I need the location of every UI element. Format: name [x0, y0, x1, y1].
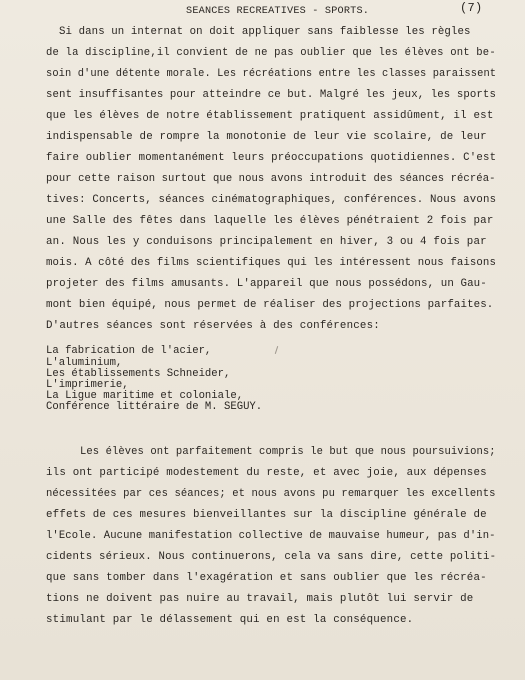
text-line: an. Nous les y conduisons principalement en hiver, 3 ou 4 fois par [46, 236, 487, 248]
text-line: D'autres séances sont réservées à des conférences: [46, 320, 380, 332]
text-line: soin d'une détente morale. Les récréations entre les classes paraissent [46, 68, 497, 80]
text-line: une Salle des fêtes dans laquelle les élèves pénétraient 2 fois par [46, 215, 494, 227]
list-item: La fabrication de l'acier, [46, 345, 212, 357]
text-line: pour cette raison surtout que nous avons introduit des séances récréa- [46, 173, 496, 185]
list-item: Conférence littéraire de M. SEGUY. [46, 401, 263, 413]
text-line: Si dans un internat on doit appliquer sans faiblesse les règles [59, 26, 471, 38]
list-item: L'imprimerie, [46, 379, 129, 391]
text-line: nécessitées par ces séances; et nous avons pu remarquer les excellents [46, 488, 496, 500]
text-line: que les élèves de notre établissement pratiquent assidûment, il est [46, 110, 494, 122]
text-line: mont bien équipé, nous permet de réaliser des projections parfaites. [46, 299, 494, 311]
text-line: projeter des films amusants. L'appareil que nous possédons, un Gau- [46, 278, 487, 290]
text-line: tives: Concerts, séances cinématographiques, conférences. Nous avons [46, 194, 497, 206]
text-line: cidents sérieux. Nous continuerons, cela va sans dire, cette politi- [46, 551, 497, 563]
list-item: La Ligue maritime et coloniale, [46, 390, 244, 402]
text-line: sent insuffisantes pour atteindre ce but. Malgré les jeux, les sports [46, 89, 496, 101]
stray-pen-mark [275, 346, 278, 354]
list-item: L'aluminium, [46, 357, 123, 369]
text-line: indispensable de rompre la monotonie de leur vie scolaire, de leur [46, 131, 487, 143]
text-line: Les élèves ont parfaitement compris le but que nous poursuivions; [80, 446, 496, 458]
text-line: l'Ecole. Aucune manifestation collective de mauvaise humeur, pas d'in- [46, 530, 496, 542]
list-item: Les établissements Schneider, [46, 368, 231, 380]
text-line: faire oublier momentanément leurs préoccupations quotidiennes. C'est [46, 152, 497, 164]
text-line: mois. A côté des films scientifiques qui les intéressent nous faisons [46, 257, 496, 269]
text-line: ils ont participé modestement du reste, et avec joie, aux dépenses [46, 467, 487, 479]
text-line: tions ne doivent pas nuire au travail, mais plutôt lui servir de [46, 593, 474, 605]
text-line: que sans tomber dans l'exagération et sans oublier que les récréa- [46, 572, 487, 584]
page-title: SEANCES RECREATIVES - SPORTS. [186, 6, 370, 17]
text-line: de la discipline,il convient de ne pas oublier que les élèves ont be- [46, 47, 496, 59]
text-line: stimulant par le délassement qui en est la conséquence. [46, 614, 414, 626]
text-line: effets de ces mesures bienveillantes sur la discipline générale de [46, 509, 487, 521]
page-number: (7) [460, 1, 483, 15]
